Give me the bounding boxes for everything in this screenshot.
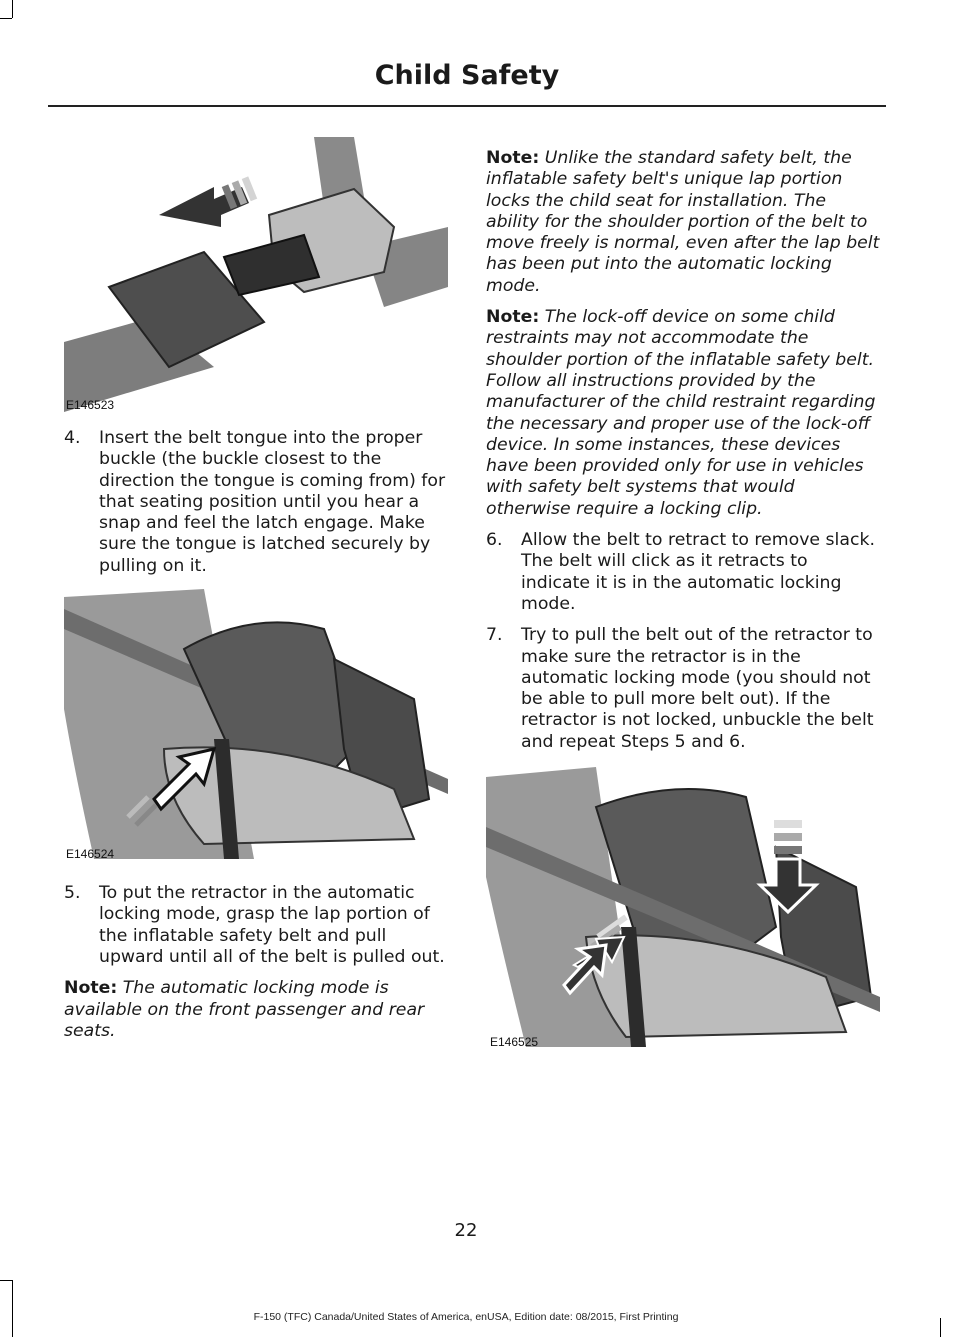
step-number: 6. bbox=[486, 530, 503, 551]
step-text: Try to pull the belt out of the retractor to make sure the retractor is in the automatic locking mode (you should not be able to pull more belt out). If the retractor is not locked, unbuckle the belt and repeat Steps 5 and 6. bbox=[521, 625, 874, 752]
note-label: Note: bbox=[64, 978, 118, 999]
footer-edition: F-150 (TFC) Canada/United States of America, enUSA, Edition date: 08/2015, First Printing bbox=[253, 1311, 679, 1323]
figure-id: E146523 bbox=[66, 398, 115, 412]
crop-mark bbox=[12, 0, 13, 18]
note bbox=[486, 307, 880, 520]
note bbox=[486, 148, 880, 297]
figure-id: E146525 bbox=[490, 1035, 539, 1050]
note-label: Note: bbox=[486, 148, 540, 168]
figure-seat-pull bbox=[64, 589, 448, 862]
note-label: Note: bbox=[486, 307, 540, 328]
header-divider bbox=[48, 105, 886, 107]
figure-id: E146524 bbox=[66, 847, 115, 862]
note-text: The lock-off device on some child restraints may not accommodate the shoulder portion of the inflatable safety belt. Follow all instructions provided by the manufacturer of the child restraint regarding the necessary and proper use of the lock-off device. In some instances, these devices have been provided only for use in vehicles with safety belt systems that would otherwise require a locking clip. bbox=[486, 307, 876, 519]
step-text: To put the retractor in the automatic locking mode, grasp the lap portion of the inflatable safety belt and pull upward until all of the belt is pulled out. bbox=[99, 883, 445, 967]
step-item bbox=[64, 428, 448, 577]
step-item bbox=[64, 883, 448, 968]
note bbox=[64, 978, 448, 1042]
note-text: Unlike the standard safety belt, the inflatable safety belt's unique lap portion locks the child seat for installation. The ability for the shoulder portion of the belt to move freely is normal, even after the lap belt has been put into the automatic locking mode. bbox=[486, 148, 880, 296]
child-seat-lock-illustration bbox=[486, 767, 880, 1047]
page-number: 22 bbox=[454, 1220, 478, 1241]
note-text: The automatic locking mode is available on the front passenger and rear seats. bbox=[64, 978, 425, 1041]
step-text: Allow the belt to retract to remove slack. The belt will click as it retracts to indicate it is in the automatic locking mode. bbox=[521, 530, 875, 614]
step-item bbox=[486, 530, 880, 615]
right-column bbox=[486, 148, 880, 1050]
crop-mark bbox=[0, 18, 12, 19]
belt-buckle-illustration bbox=[64, 137, 448, 412]
step-text: Insert the belt tongue into the proper buckle (the buckle closest to the direction the tongue is coming from) for that seating position until you hear a snap and feel the latch engage. Make sure the tongue is latched securely by pulling on it. bbox=[99, 428, 446, 576]
step-item bbox=[486, 625, 880, 753]
step-number: 7. bbox=[486, 625, 503, 646]
crop-mark bbox=[940, 1318, 941, 1337]
figure-buckle bbox=[64, 137, 448, 412]
step-number: 4. bbox=[64, 428, 81, 448]
crop-mark bbox=[12, 1280, 13, 1337]
figure-seat-lock bbox=[486, 767, 880, 1050]
left-column bbox=[64, 137, 448, 1052]
crop-mark bbox=[0, 1280, 12, 1281]
child-seat-illustration bbox=[64, 589, 448, 859]
step-number: 5. bbox=[64, 883, 81, 904]
page-title: Child Safety bbox=[374, 60, 560, 91]
